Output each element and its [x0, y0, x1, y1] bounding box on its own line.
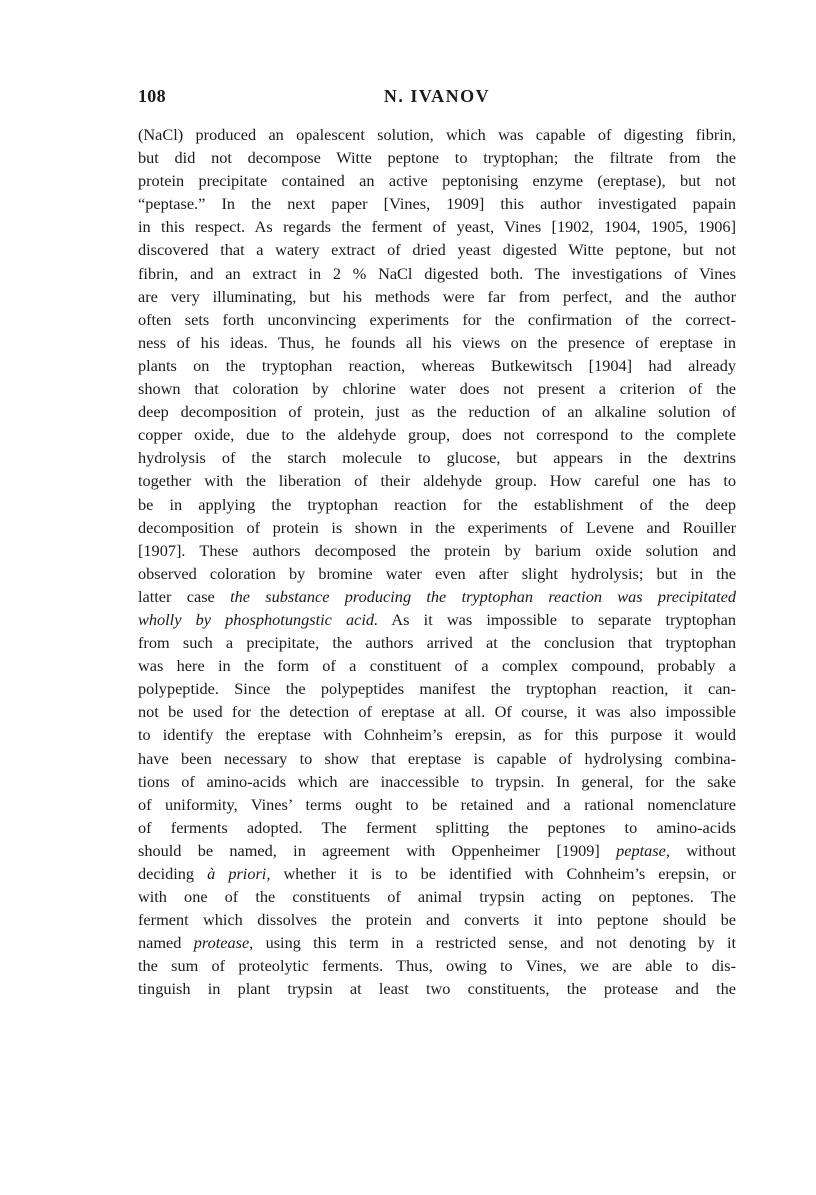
- text-line: decomposition of protein is shown in the experiments of Levene and Rouiller: [138, 517, 736, 537]
- text-line: the sum of proteolytic ferments. Thus, owing to Vines, we are able to dis-: [138, 956, 736, 976]
- italic-text: peptase,: [616, 840, 670, 860]
- italic-text: à priori,: [207, 864, 271, 883]
- text-line: observed coloration by bromine water even after slight hydrolysis; but in the: [138, 563, 736, 583]
- running-head-author: N. IVANOV: [383, 86, 491, 106]
- text-line: together with the liberation of their aldehyde group. How careful one has to: [138, 471, 736, 491]
- text-line: discovered that a watery extract of dried yeast digested Witte peptone, but not: [138, 240, 736, 260]
- text-segment: using this term in a restricted sense, and not denoting by it: [253, 933, 737, 953]
- text-line: but did not decompose Witte peptone to tryptophan; the filtrate from the: [138, 148, 736, 168]
- text-line: [1907]. These authors decomposed the protein by barium oxide solution and: [138, 540, 736, 560]
- text-line: [138, 931, 736, 954]
- text-line: copper oxide, due to the aldehyde group, does not correspond to the complete: [138, 425, 736, 445]
- text-line: [138, 862, 736, 885]
- body-text: [138, 123, 736, 1001]
- text-line: “peptase.” In the next paper [Vines, 1909] this author investigated papain: [138, 194, 736, 214]
- text-line: ness of his ideas. Thus, he founds all his views on the presence of ereptase in: [138, 332, 736, 352]
- text-line: was here in the form of a constituent of a complex compound, probably a: [138, 656, 736, 676]
- running-head: [138, 86, 736, 112]
- text-segment: whether it is to be identified with Cohnheim’s erepsin, or: [270, 864, 736, 883]
- text-line: not be used for the detection of ereptase at all. Of course, it was also impossible: [138, 702, 736, 722]
- text-line: protein precipitate contained an active peptonising enzyme (ereptase), but not: [138, 171, 736, 191]
- text-line: shown that coloration by chlorine water does not present a criterion of the: [138, 379, 736, 399]
- text-line: tions of amino-acids which are inaccessible to trypsin. In general, for the sake: [138, 771, 736, 791]
- text-line: ferment which dissolves the protein and converts it into peptone should be: [138, 910, 736, 930]
- text-segment: latter case: [138, 586, 231, 606]
- text-line: deep decomposition of protein, just as the reduction of an alkaline solution of: [138, 402, 736, 422]
- italic-text: wholly by phosphotungstic acid.: [138, 609, 379, 629]
- text-line: [138, 585, 736, 608]
- italic-text: the substance producing the tryptophan reaction was precipitated: [230, 586, 736, 606]
- text-line: fibrin, and an extract in 2 % NaCl digested both. The investigations of Vines: [138, 263, 736, 283]
- text-segment: deciding: [138, 864, 208, 883]
- text-segment: named: [138, 933, 194, 953]
- text-line: in this respect. As regards the ferment of yeast, Vines [1902, 1904, 1905, 1906]: [138, 217, 736, 237]
- text-line: be in applying the tryptophan reaction for the establishment of the deep: [138, 494, 736, 514]
- text-line: often sets forth unconvincing experiments for the confirmation of the correct-: [138, 309, 736, 329]
- page-number: 108: [138, 86, 166, 106]
- text-line: plants on the tryptophan reaction, whereas Butkewitsch [1904] had already: [138, 355, 736, 375]
- text-line: are very illuminating, but his methods were far from perfect, and the author: [138, 286, 736, 306]
- text-line: of ferments adopted. The ferment splitting the peptones to amino-acids: [138, 817, 736, 837]
- text-line: tinguish in plant trypsin at least two constituents, the protease and the: [138, 979, 736, 999]
- text-line: (NaCl) produced an opalescent solution, which was capable of digesting fibrin,: [138, 125, 736, 144]
- text-line: [138, 608, 736, 631]
- text-line: have been necessary to show that ereptase is capable of hydrolysing combina-: [138, 748, 736, 768]
- text-segment: without: [669, 840, 736, 860]
- text-line: polypeptide. Since the polypeptides manifest the tryptophan reaction, it can-: [138, 679, 736, 699]
- text-line: to identify the ereptase with Cohnheim’s erepsin, as for this purpose it would: [138, 725, 736, 745]
- text-segment: As it was impossible to separate tryptophan: [378, 609, 737, 629]
- text-line: with one of the constituents of animal trypsin acting on peptones. The: [138, 887, 736, 907]
- italic-text: protease,: [193, 933, 254, 953]
- text-segment: should be named, in agreement with Oppenheimer [1909]: [138, 840, 617, 860]
- text-line: [138, 839, 736, 862]
- text-line: of uniformity, Vines’ terms ought to be retained and a rational nomenclature: [138, 794, 736, 814]
- text-line: hydrolysis of the starch molecule to glucose, but appears in the dextrins: [138, 448, 736, 468]
- text-line: from such a precipitate, the authors arrived at the conclusion that tryptophan: [138, 633, 736, 653]
